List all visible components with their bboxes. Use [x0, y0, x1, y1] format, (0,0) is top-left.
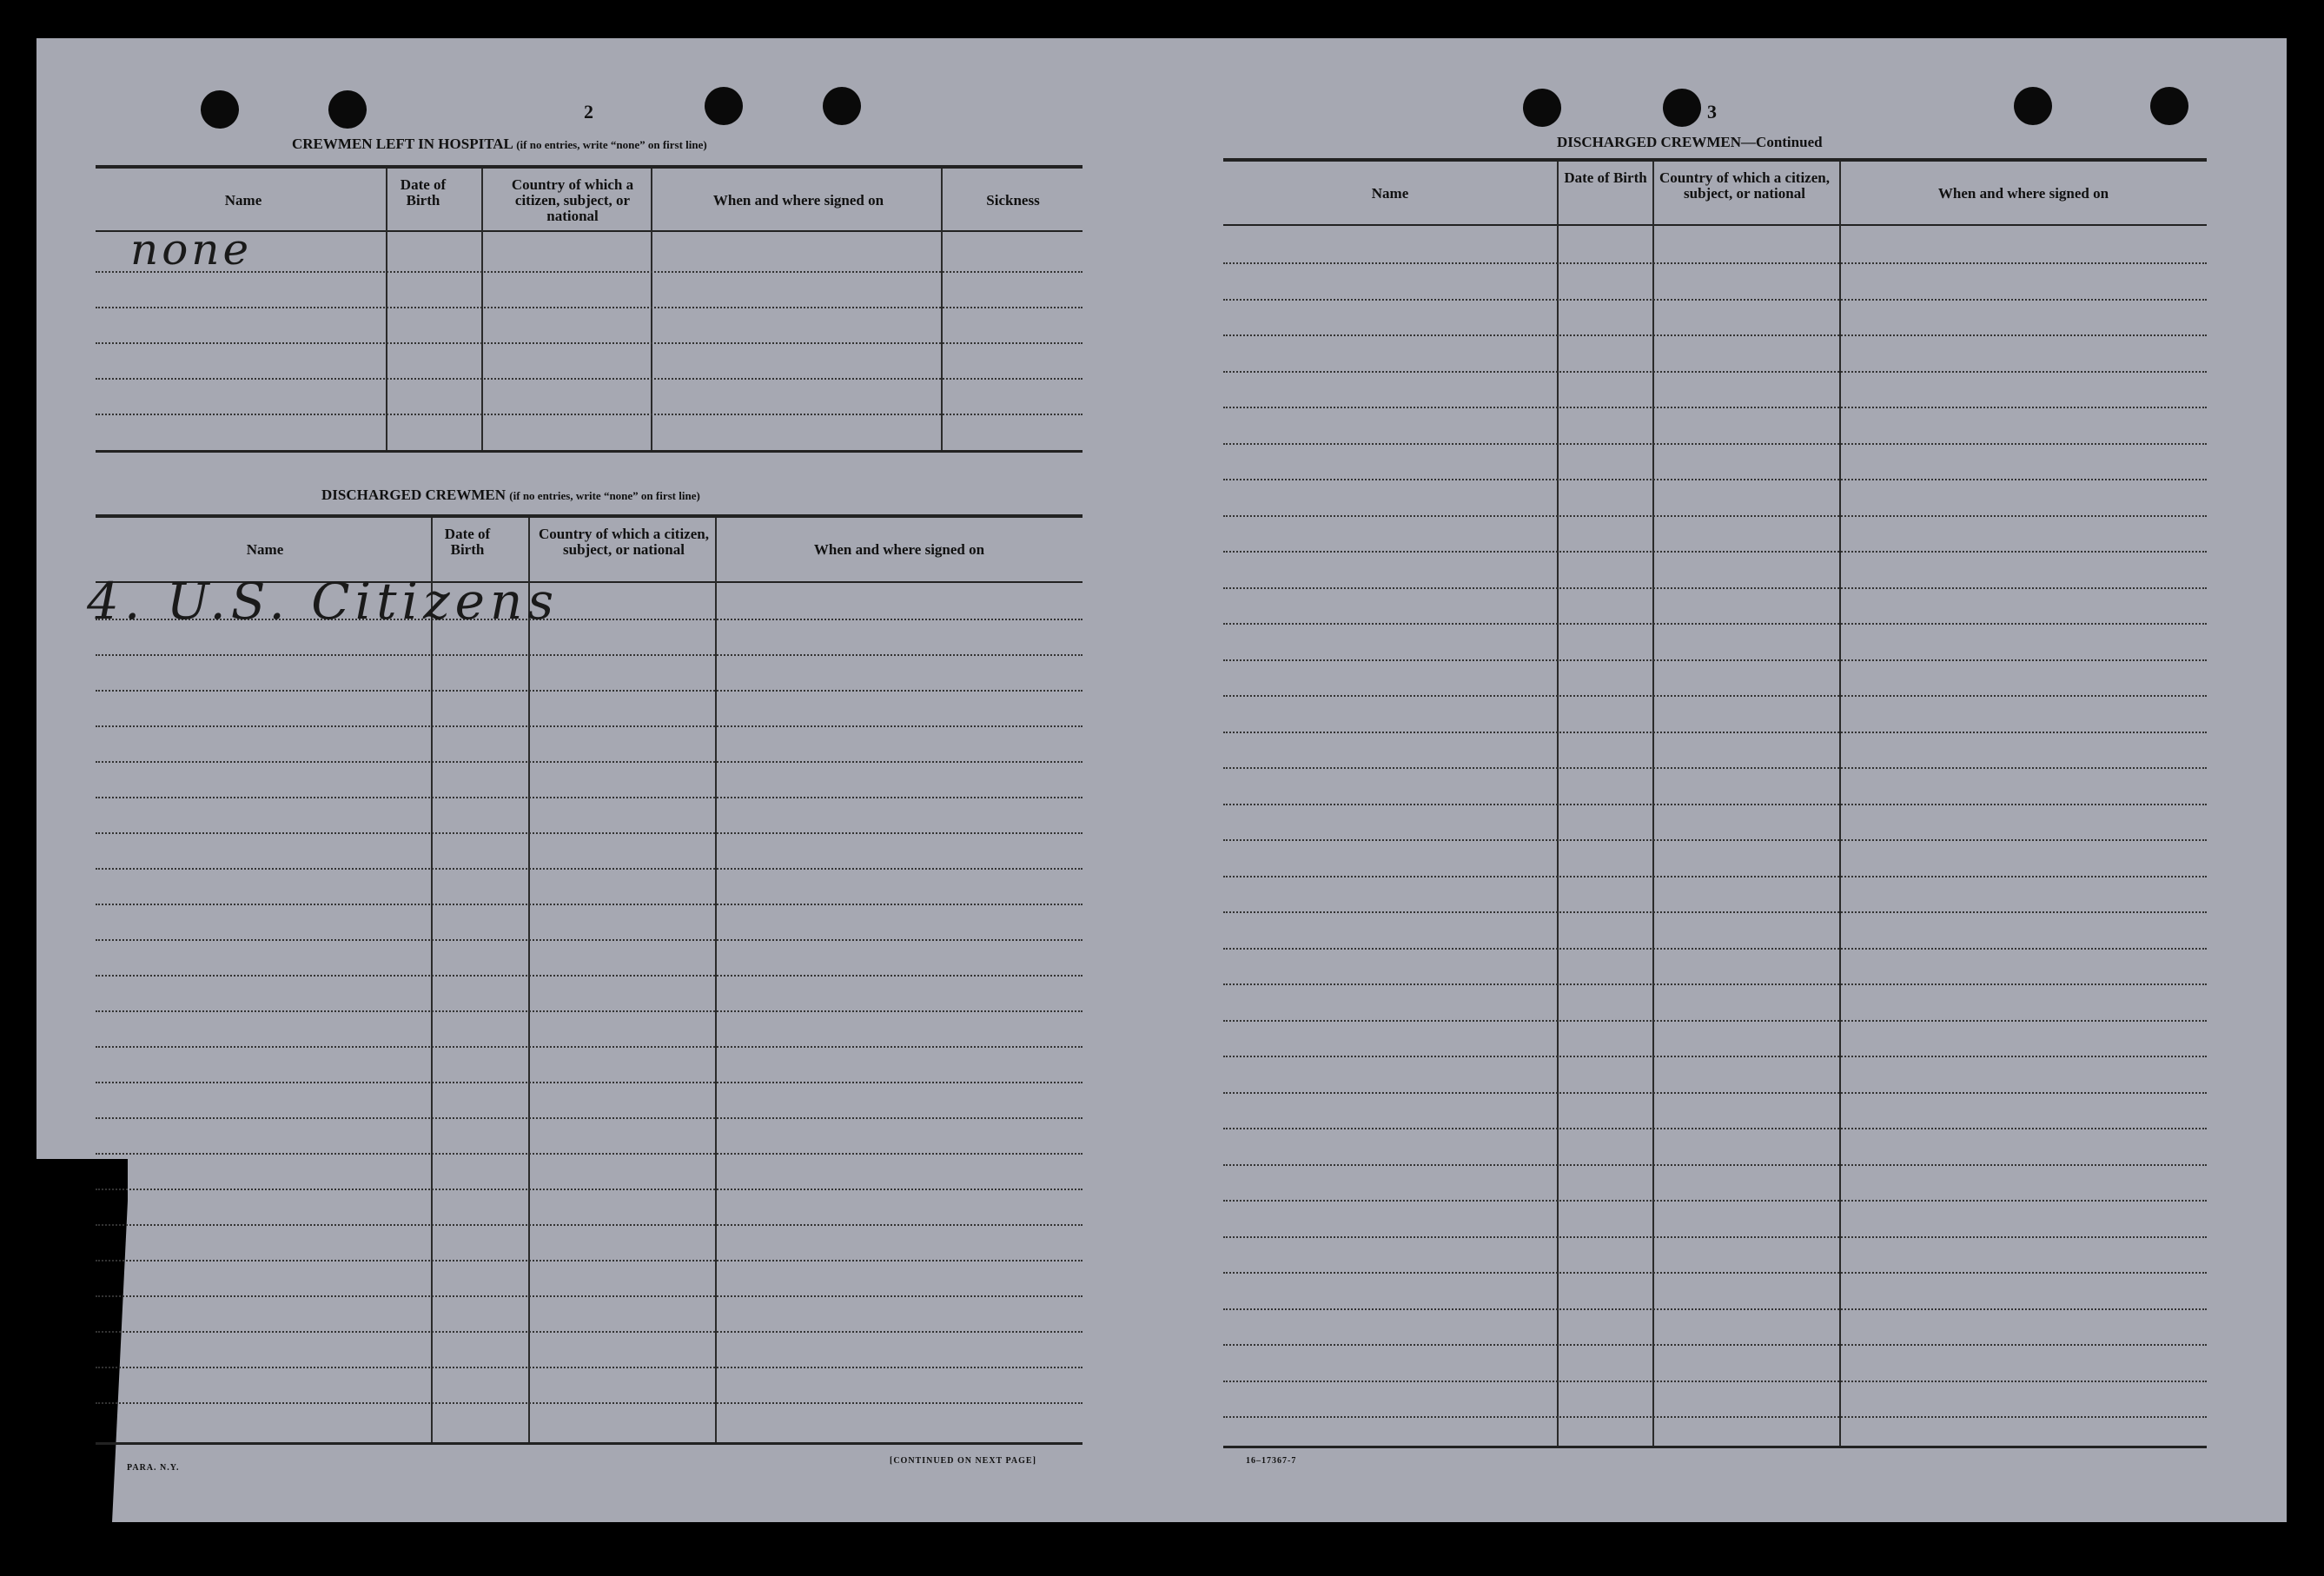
dotted-line — [96, 414, 1083, 415]
dotted-line — [1223, 1128, 2207, 1129]
dotted-line — [1223, 1020, 2207, 1022]
footer-printer: PARA. N.Y. — [127, 1463, 180, 1473]
handwritten-none: none — [130, 224, 253, 275]
dotted-line — [1223, 1416, 2207, 1418]
dotted-line — [96, 725, 1083, 727]
dotted-line — [96, 654, 1083, 656]
handwritten-citizens: 4. U.S. Citizens — [87, 572, 559, 631]
dotted-line — [96, 342, 1083, 344]
dotted-line — [96, 378, 1083, 380]
right-col-name: Name — [1371, 185, 1409, 202]
dotted-line — [96, 1082, 1083, 1083]
dotted-line — [1223, 262, 2207, 264]
dotted-line — [96, 868, 1083, 870]
right-col-signed: When and where signed on — [1937, 185, 2109, 202]
dotted-line — [1223, 732, 2207, 733]
dotted-line — [96, 939, 1083, 941]
dotted-line — [1223, 334, 2207, 336]
dotted-line — [96, 1189, 1083, 1190]
dotted-line — [1223, 407, 2207, 408]
dotted-line — [1223, 1056, 2207, 1057]
discharged-col-signed: When and where signed on — [813, 541, 985, 558]
column-divider — [715, 518, 717, 1442]
punch-hole-icon — [201, 90, 239, 129]
dotted-line — [96, 1117, 1083, 1119]
dotted-line — [96, 761, 1083, 763]
dotted-line — [1223, 299, 2207, 301]
punch-hole-icon — [328, 90, 367, 129]
column-divider — [431, 518, 433, 1442]
page-number-right: 3 — [1707, 101, 1717, 123]
dotted-line — [1223, 1236, 2207, 1238]
punch-hole-icon — [1663, 89, 1701, 127]
column-divider — [941, 169, 943, 450]
punch-hole-icon — [2150, 87, 2188, 125]
rule — [96, 450, 1083, 453]
rule — [96, 514, 1083, 518]
rule — [96, 1442, 1083, 1445]
dotted-line — [96, 797, 1083, 798]
discharged-section-title — [321, 487, 700, 504]
discharged-col-dob: Date of Birth — [444, 526, 491, 558]
dotted-line — [1223, 443, 2207, 445]
dotted-line — [1223, 804, 2207, 805]
dotted-line — [1223, 876, 2207, 877]
punch-hole-icon — [2014, 87, 2052, 125]
dotted-line — [1223, 767, 2207, 769]
hospital-section-title — [292, 136, 707, 153]
dotted-line — [1223, 479, 2207, 480]
hospital-col-signed: When and where signed on — [712, 192, 884, 209]
dotted-line — [96, 975, 1083, 977]
dotted-line — [96, 832, 1083, 834]
punch-hole-icon — [823, 87, 861, 125]
dotted-line — [96, 690, 1083, 692]
discharged-note: (if no entries, write “none” on first line) — [509, 489, 700, 502]
dotted-line — [1223, 659, 2207, 661]
dotted-line — [1223, 1381, 2207, 1382]
dotted-line — [1223, 1308, 2207, 1310]
dotted-line — [96, 1010, 1083, 1012]
discharged-col-country: Country of which a citizen, subject, or national — [539, 526, 709, 558]
rule — [1223, 224, 2207, 226]
dotted-line — [96, 1224, 1083, 1226]
dotted-line — [1223, 623, 2207, 625]
discharged-title: DISCHARGED CREWMEN — [321, 487, 507, 503]
right-section-title: DISCHARGED CREWMEN—Continued — [1557, 134, 1823, 150]
dotted-line — [1223, 1164, 2207, 1166]
dotted-line — [1223, 371, 2207, 373]
dotted-line — [1223, 515, 2207, 517]
dotted-line — [96, 1153, 1083, 1155]
dotted-line — [1223, 551, 2207, 553]
hospital-title: CREWMEN LEFT IN HOSPITAL — [292, 136, 513, 152]
rule — [1223, 1446, 2207, 1448]
dotted-line — [96, 1331, 1083, 1333]
punch-hole-icon — [1523, 89, 1561, 127]
hospital-col-country: Country of which a citizen, subject, or national — [511, 176, 634, 224]
dotted-line — [1223, 911, 2207, 913]
dotted-line — [1223, 839, 2207, 841]
rule — [96, 165, 1083, 169]
right-col-dob: Date of Birth — [1564, 169, 1647, 186]
dotted-line — [96, 1295, 1083, 1297]
column-divider — [386, 169, 387, 450]
dotted-line — [1223, 1200, 2207, 1202]
dotted-line — [1223, 695, 2207, 697]
discharged-col-name: Name — [246, 541, 284, 558]
dotted-line — [1223, 983, 2207, 985]
dotted-line — [1223, 1344, 2207, 1346]
dotted-line — [96, 904, 1083, 905]
dotted-line — [1223, 948, 2207, 950]
footer-form-number: 16–17367-7 — [1246, 1456, 1297, 1466]
column-divider — [651, 169, 652, 450]
dotted-line — [1223, 1272, 2207, 1274]
dotted-line — [96, 1260, 1083, 1261]
column-divider — [528, 518, 530, 1442]
hospital-col-name: Name — [224, 192, 262, 209]
dotted-line — [1223, 587, 2207, 589]
punch-hole-icon — [705, 87, 743, 125]
dotted-line — [96, 1402, 1083, 1404]
hospital-note: (if no entries, write “none” on first line) — [516, 138, 707, 151]
column-divider — [481, 169, 483, 450]
hospital-col-dob: Date of Birth — [400, 176, 447, 209]
dotted-line — [96, 1046, 1083, 1048]
footer-continued: [CONTINUED ON NEXT PAGE] — [890, 1456, 1036, 1466]
hospital-col-sickness: Sickness — [986, 192, 1040, 209]
dotted-line — [96, 307, 1083, 308]
dotted-line — [96, 1367, 1083, 1368]
right-col-country: Country of which a citizen, subject, or national — [1659, 169, 1830, 202]
form-sheet — [36, 38, 2287, 1522]
page-number-left: 2 — [584, 101, 593, 123]
dotted-line — [1223, 1092, 2207, 1094]
rule — [1223, 158, 2207, 162]
